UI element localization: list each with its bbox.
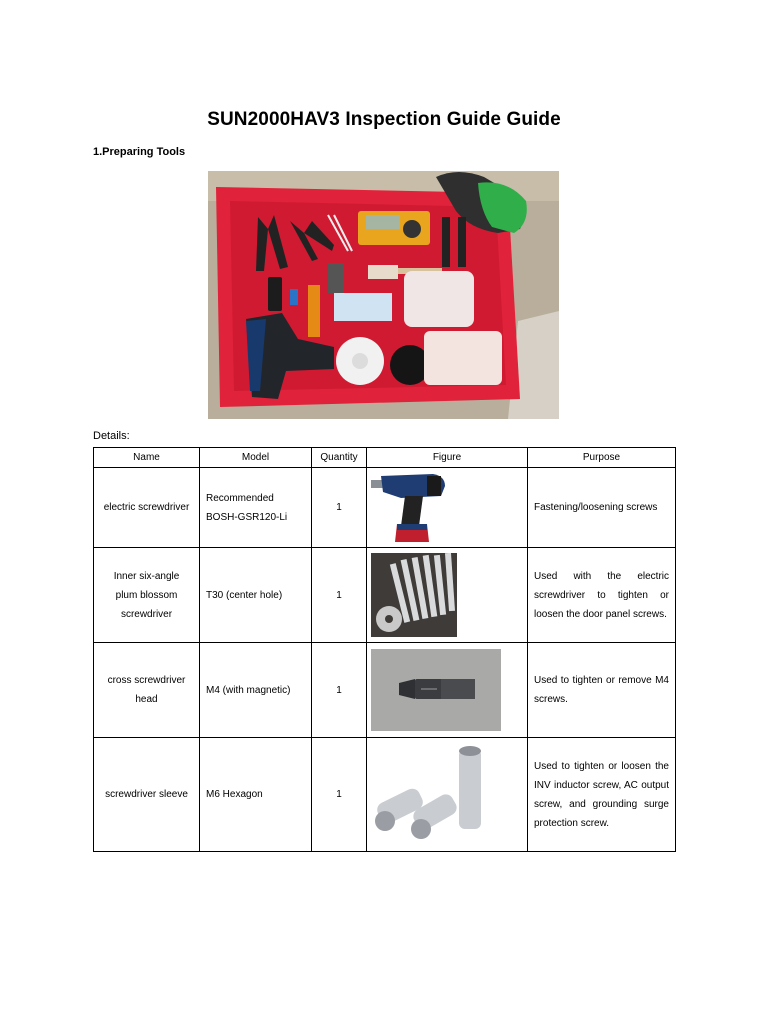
hex-sockets-photo [371, 743, 493, 847]
cell-purpose: Used to tighten or remove M4 screws. [528, 643, 676, 738]
header-name: Name [94, 448, 200, 468]
cell-quantity: 1 [312, 468, 367, 548]
torx-bits-photo [371, 553, 457, 637]
cell-name: electric screwdriver [94, 468, 200, 548]
electric-drill-photo [371, 472, 451, 544]
cell-quantity: 1 [312, 738, 367, 852]
table-row [94, 468, 676, 548]
cell-name: Inner six-angle plum blossom screwdriver [94, 548, 200, 643]
cell-purpose: Fastening/loosening screws [528, 468, 676, 548]
cell-name: screwdriver sleeve [94, 738, 200, 852]
cell-model: M4 (with magnetic) [200, 643, 312, 738]
cell-figure [367, 738, 528, 852]
details-label: Details: [93, 430, 130, 442]
cell-model: M6 Hexagon [200, 738, 312, 852]
phillips-bit-photo [371, 649, 501, 731]
cell-purpose: Used to tighten or loosen the INV inductor screw, AC output screw, and grounding surge protection screw. [528, 738, 676, 852]
table-row [94, 643, 676, 738]
table-row [94, 738, 676, 852]
header-model: Model [200, 448, 312, 468]
header-quantity: Quantity [312, 448, 367, 468]
cell-quantity: 1 [312, 548, 367, 643]
page-title: SUN2000HAV3 Inspection Guide Guide [207, 109, 561, 130]
section-heading: 1.Preparing Tools [93, 146, 186, 158]
cell-figure [367, 643, 528, 738]
header-figure: Figure [367, 448, 528, 468]
cell-figure [367, 468, 528, 548]
tools-table [93, 447, 676, 852]
cell-name: cross screwdriver head [94, 643, 200, 738]
cell-quantity: 1 [312, 643, 367, 738]
cell-purpose: Used with the electric screwdriver to tighten or loosen the door panel screws. [528, 548, 676, 643]
cell-model: Recommended BOSH-GSR120-Li [200, 468, 312, 548]
cell-figure [367, 548, 528, 643]
cell-model: T30 (center hole) [200, 548, 312, 643]
tools-tray-photo [208, 171, 559, 419]
table-row [94, 548, 676, 643]
table-header-row [94, 448, 676, 468]
header-purpose: Purpose [528, 448, 676, 468]
